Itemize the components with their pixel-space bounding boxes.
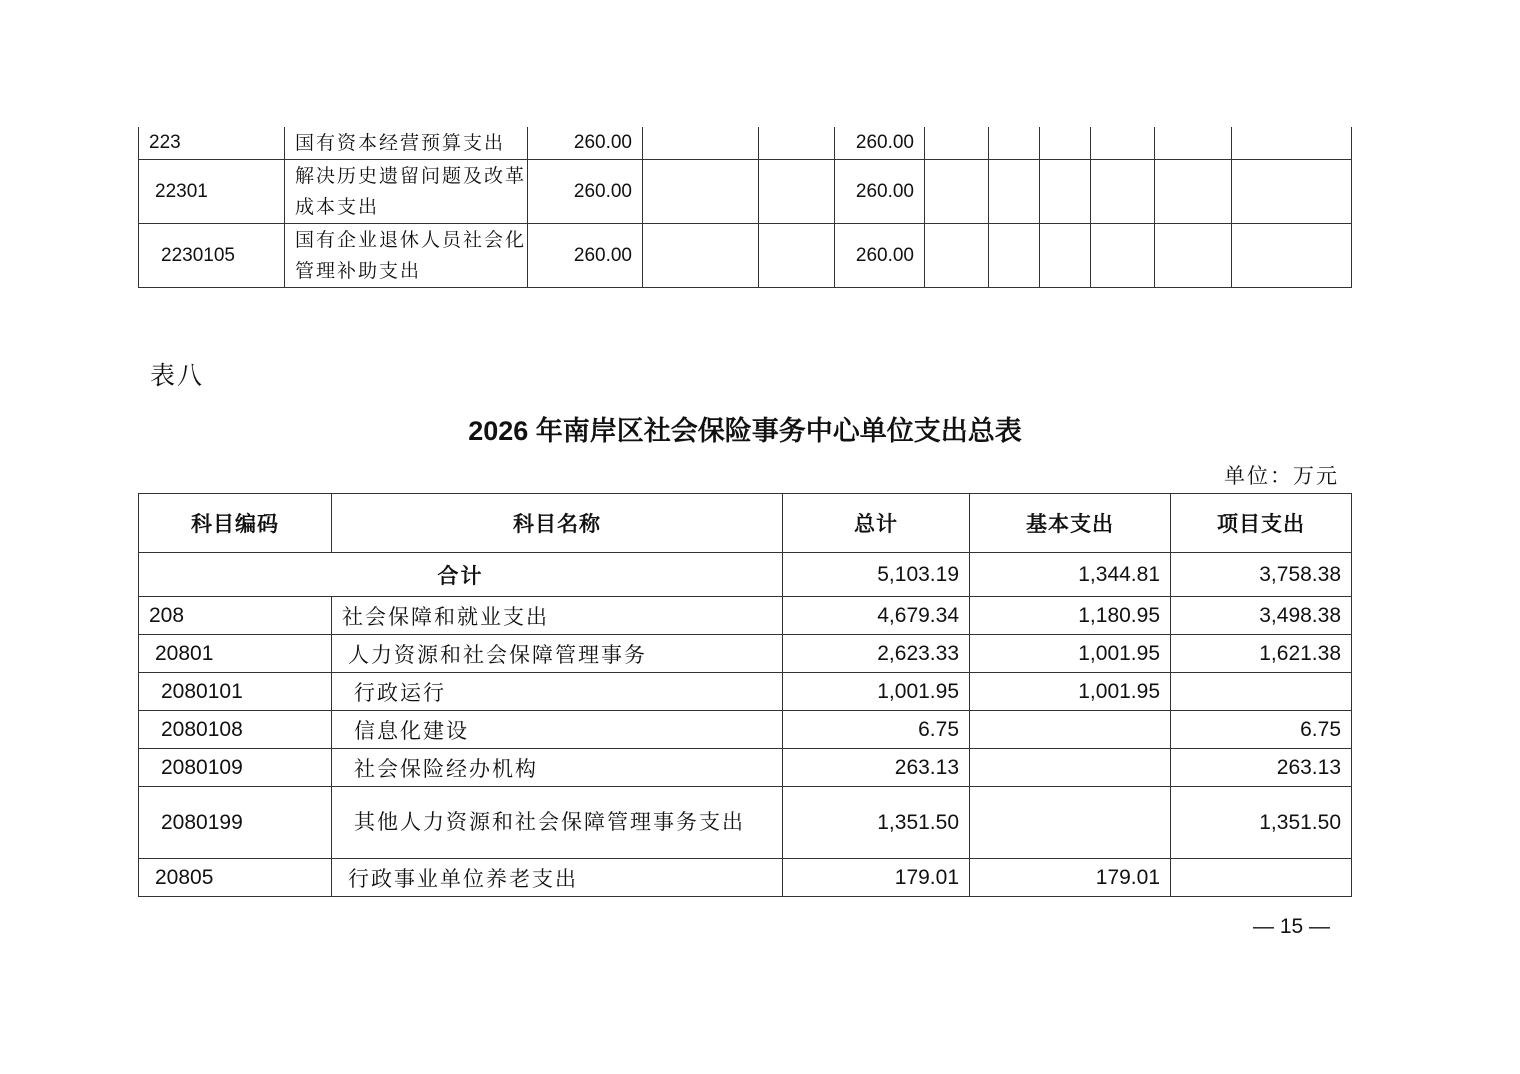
table-label: 表八 [150, 361, 205, 390]
page-title [0, 409, 1490, 448]
empty-cell [1040, 160, 1091, 224]
empty-cell [1091, 224, 1155, 288]
table-row [139, 224, 1352, 288]
row-code: 2080108 [139, 711, 332, 749]
row-name: 国有企业退休人员社会化管理补助支出 [285, 224, 528, 288]
total-basic: 1,344.81 [970, 553, 1171, 597]
header-project: 项目支出 [1171, 494, 1352, 553]
row-total: 260.00 [528, 224, 643, 288]
row-name: 信息化建设 [332, 711, 783, 749]
empty-cell [643, 224, 759, 288]
table-header-row [139, 494, 1352, 553]
row-total: 4,679.34 [783, 597, 970, 635]
total-total: 5,103.19 [783, 553, 970, 597]
row-name: 国有资本经营预算支出 [285, 127, 528, 160]
row-code: 20805 [139, 859, 332, 897]
row-code: 208 [139, 597, 332, 635]
empty-cell [989, 224, 1040, 288]
row-basic [970, 787, 1171, 859]
empty-cell [925, 160, 989, 224]
row-basic [970, 711, 1171, 749]
empty-cell [925, 224, 989, 288]
row-value: 260.00 [835, 160, 925, 224]
empty-cell [1232, 160, 1352, 224]
row-project: 6.75 [1171, 711, 1352, 749]
empty-cell [989, 127, 1040, 160]
empty-cell [1040, 127, 1091, 160]
row-code: 2080109 [139, 749, 332, 787]
table-row [139, 597, 1352, 635]
row-project: 1,621.38 [1171, 635, 1352, 673]
row-project: 263.13 [1171, 749, 1352, 787]
row-name: 其他人力资源和社会保障管理事务支出 [332, 787, 783, 859]
row-total: 1,351.50 [783, 787, 970, 859]
row-name: 解决历史遗留问题及改革成本支出 [285, 160, 528, 224]
row-code: 2230105 [139, 224, 285, 288]
empty-cell [759, 127, 835, 160]
row-name: 行政事业单位养老支出 [332, 859, 783, 897]
row-name: 社会保障和就业支出 [332, 597, 783, 635]
header-name: 科目名称 [332, 494, 783, 553]
table-row [139, 787, 1352, 859]
row-value: 260.00 [835, 127, 925, 160]
empty-cell [643, 160, 759, 224]
empty-cell [1155, 127, 1232, 160]
empty-cell [759, 224, 835, 288]
row-name: 人力资源和社会保障管理事务 [332, 635, 783, 673]
table-row [139, 673, 1352, 711]
header-total: 总计 [783, 494, 970, 553]
unit-label: 单位：万元 [1224, 464, 1339, 488]
expenditure-table [138, 493, 1352, 897]
empty-cell [925, 127, 989, 160]
empty-cell [989, 160, 1040, 224]
row-code: 20801 [139, 635, 332, 673]
table-row [139, 160, 1352, 224]
row-project: 1,351.50 [1171, 787, 1352, 859]
table-row [139, 859, 1352, 897]
row-total: 1,001.95 [783, 673, 970, 711]
empty-cell [1155, 224, 1232, 288]
row-project [1171, 859, 1352, 897]
row-total: 2,623.33 [783, 635, 970, 673]
row-name: 行政运行 [332, 673, 783, 711]
row-code: 2080199 [139, 787, 332, 859]
page-number: — 15 — [1253, 915, 1331, 938]
row-code: 223 [139, 127, 285, 160]
row-basic: 1,001.95 [970, 635, 1171, 673]
row-basic: 1,180.95 [970, 597, 1171, 635]
row-code: 22301 [139, 160, 285, 224]
total-project: 3,758.38 [1171, 553, 1352, 597]
row-total: 179.01 [783, 859, 970, 897]
table-row [139, 711, 1352, 749]
empty-cell [1091, 160, 1155, 224]
empty-cell [1232, 127, 1352, 160]
empty-cell [1155, 160, 1232, 224]
row-basic [970, 749, 1171, 787]
row-code: 2080101 [139, 673, 332, 711]
row-total: 260.00 [528, 127, 643, 160]
row-basic: 179.01 [970, 859, 1171, 897]
row-value: 260.00 [835, 224, 925, 288]
header-code: 科目编码 [139, 494, 332, 553]
title-year: 2026 [468, 416, 529, 446]
empty-cell [1040, 224, 1091, 288]
row-project [1171, 673, 1352, 711]
row-basic: 1,001.95 [970, 673, 1171, 711]
table-row [139, 749, 1352, 787]
total-label: 合计 [139, 553, 783, 597]
row-total: 263.13 [783, 749, 970, 787]
row-project: 3,498.38 [1171, 597, 1352, 635]
empty-cell [1232, 224, 1352, 288]
empty-cell [1091, 127, 1155, 160]
table-row [139, 635, 1352, 673]
row-name: 社会保险经办机构 [332, 749, 783, 787]
title-text: 年南岸区社会保险事务中心单位支出总表 [535, 416, 1022, 447]
continued-table [138, 127, 1352, 288]
row-total: 260.00 [528, 160, 643, 224]
table-row [139, 127, 1352, 160]
header-basic: 基本支出 [970, 494, 1171, 553]
total-row [139, 553, 1352, 597]
empty-cell [643, 127, 759, 160]
empty-cell [759, 160, 835, 224]
row-total: 6.75 [783, 711, 970, 749]
